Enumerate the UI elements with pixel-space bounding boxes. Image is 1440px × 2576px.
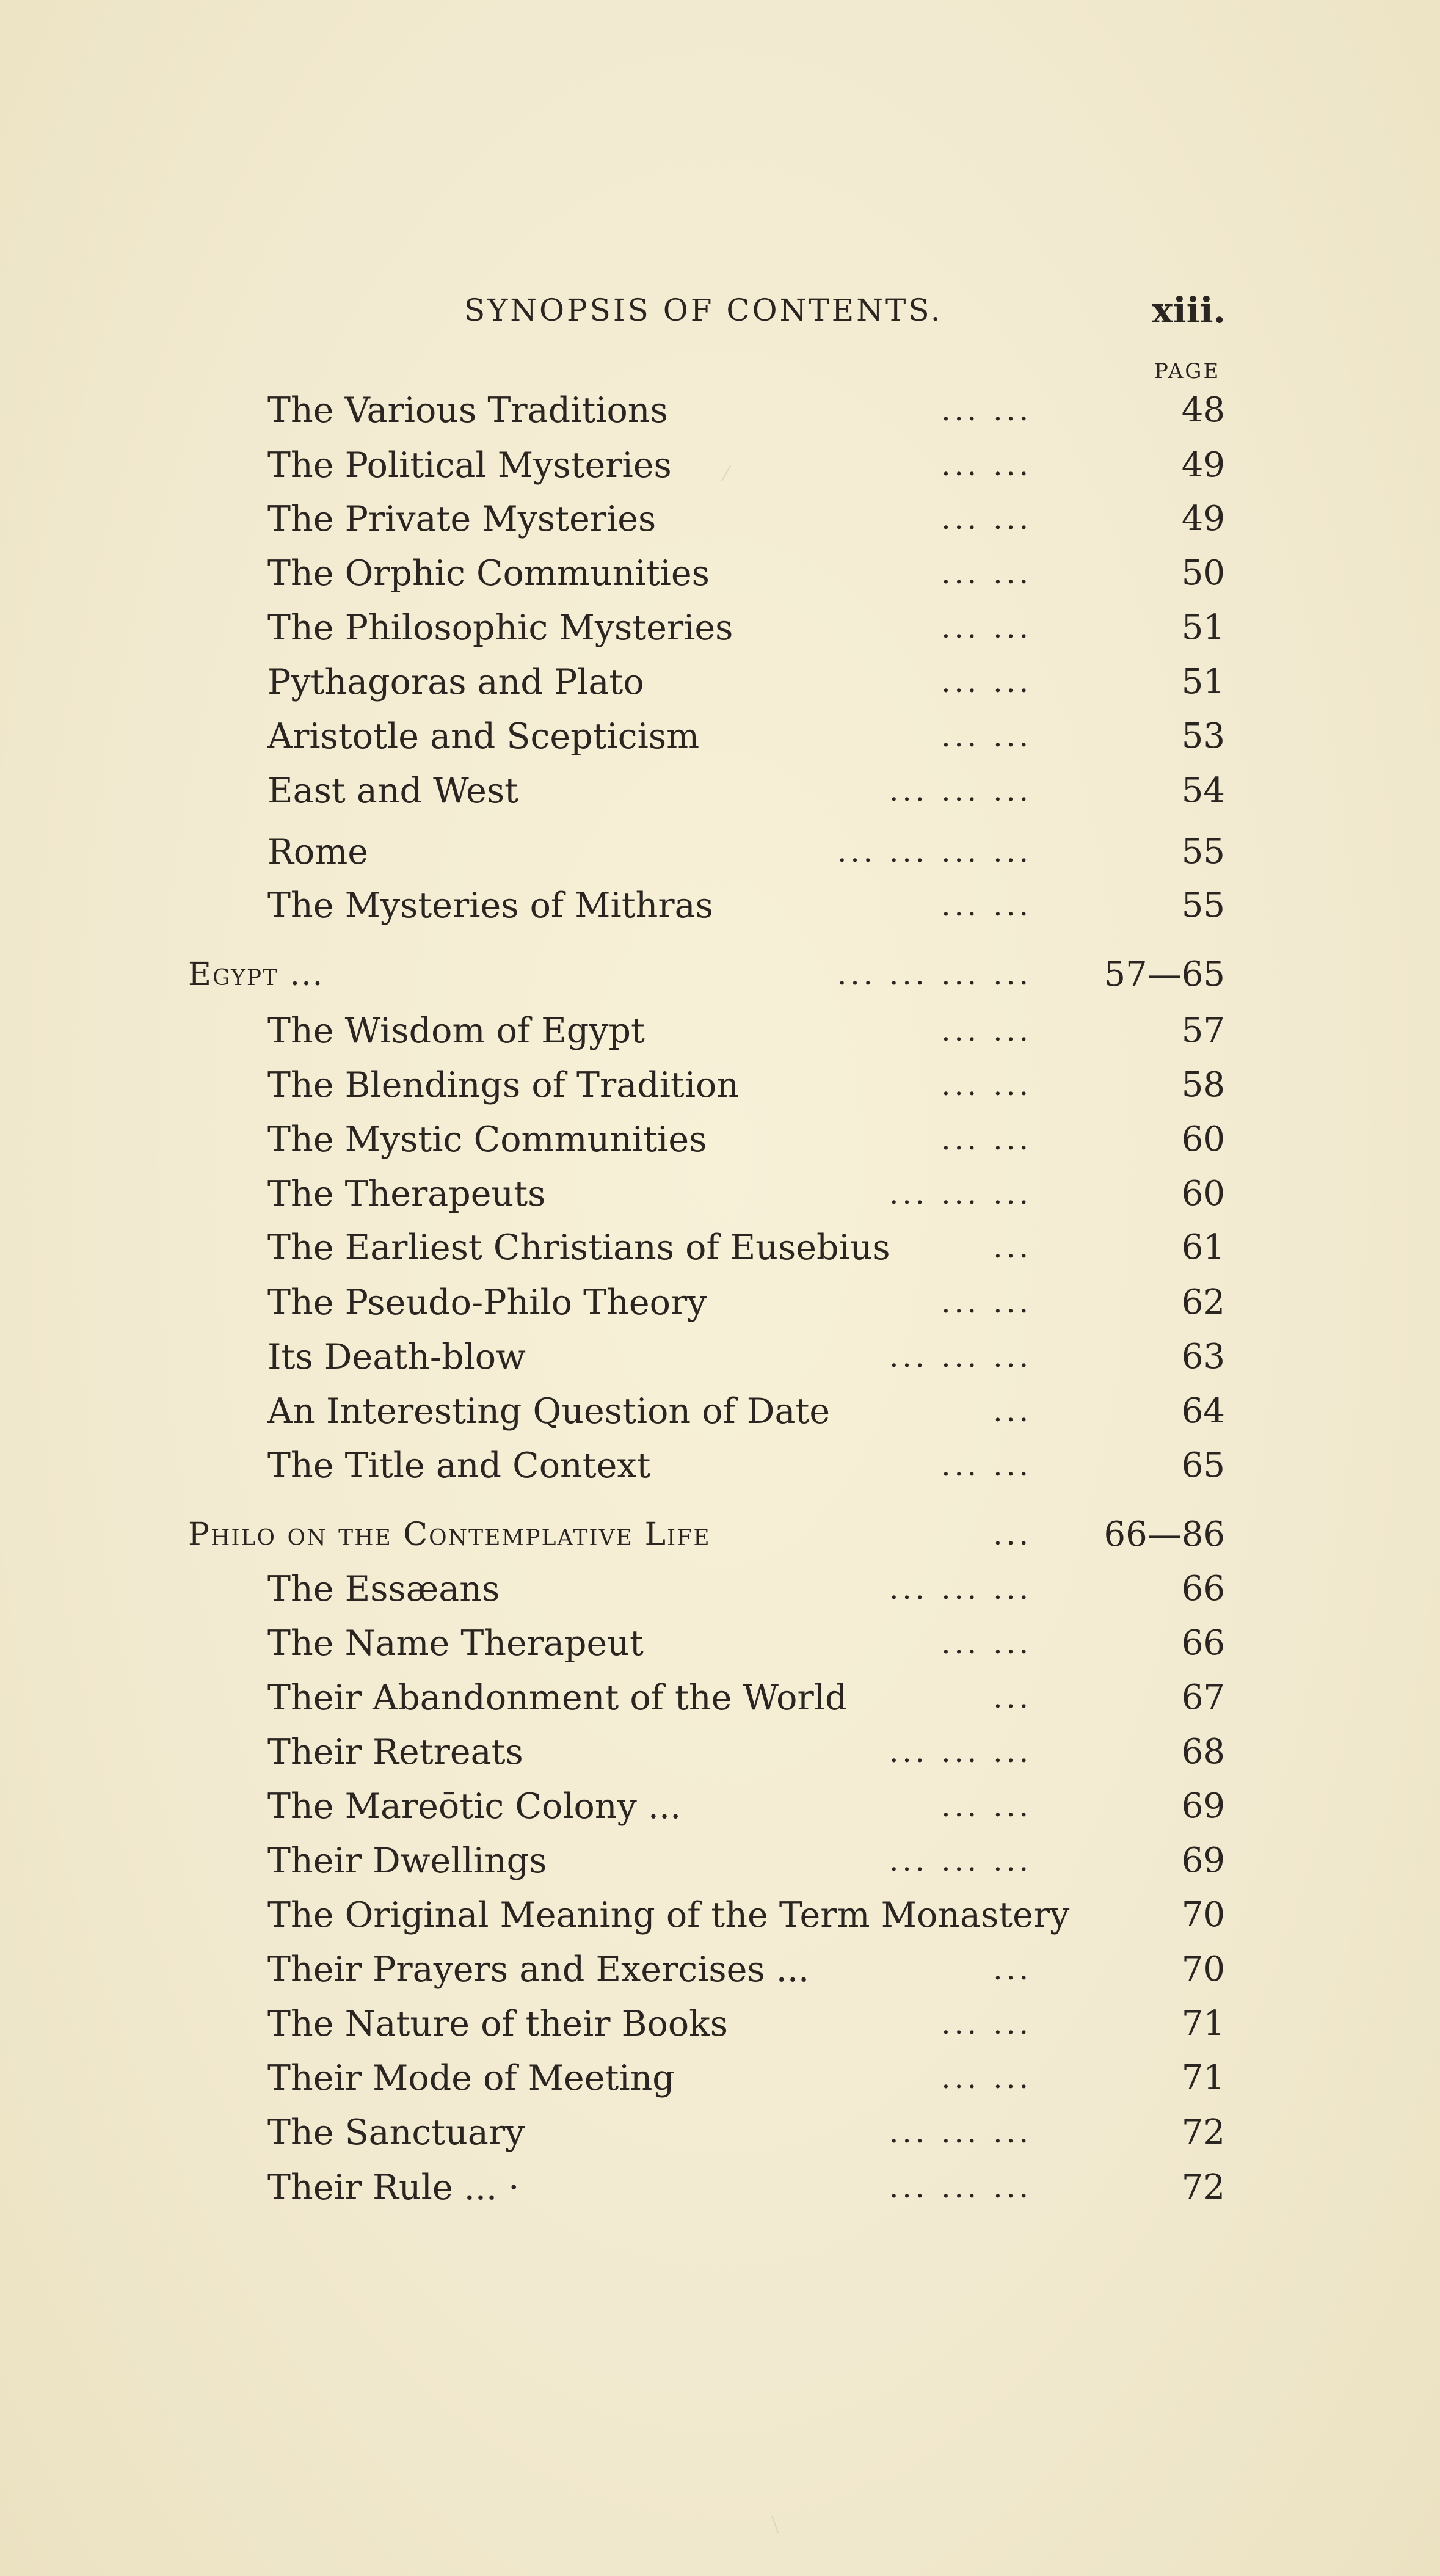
entry-page-number: 55 bbox=[1181, 832, 1225, 871]
leader-dots: ... ... bbox=[941, 1789, 1032, 1824]
entry-page-number: 50 bbox=[1181, 553, 1225, 593]
section-title: Philo on the Contemplative Life bbox=[188, 1516, 711, 1553]
page-column-label: PAGE bbox=[1154, 359, 1221, 384]
entry-title: The Mareōtic Colony ... bbox=[267, 1786, 682, 1827]
toc-entry-row bbox=[0, 1619, 1440, 1668]
entry-page-number: 70 bbox=[1181, 1949, 1225, 1989]
leader-dots: ... ... ... bbox=[889, 1340, 1032, 1374]
entry-page-number: 61 bbox=[1181, 1228, 1225, 1267]
leader-dots: ... ... bbox=[941, 719, 1032, 754]
entry-page-number: 48 bbox=[1181, 390, 1225, 430]
toc-entry-row bbox=[0, 1170, 1440, 1218]
entry-title: Their Mode of Meeting bbox=[267, 2058, 675, 2098]
entry-page-number: 49 bbox=[1181, 499, 1225, 539]
leader-dots: ... bbox=[993, 1518, 1032, 1552]
entry-page-number: 66 bbox=[1181, 1569, 1225, 1609]
toc-entry-row bbox=[0, 441, 1440, 490]
toc-entry-row bbox=[0, 1278, 1440, 1327]
entry-page-number: 57—65 bbox=[1104, 955, 1225, 994]
toc-entry-row bbox=[0, 881, 1440, 930]
entry-page-number: 66—86 bbox=[1104, 1515, 1225, 1554]
entry-title: The Political Mysteries bbox=[267, 445, 672, 486]
entry-page-number: 57 bbox=[1181, 1011, 1225, 1050]
entry-page-number: 72 bbox=[1181, 2112, 1225, 2152]
leader-dots: ... bbox=[993, 1952, 1032, 1987]
toc-entry-row bbox=[0, 495, 1440, 544]
entry-page-number: 49 bbox=[1181, 445, 1225, 485]
toc-entry-row bbox=[0, 1565, 1440, 1614]
entry-page-number: 62 bbox=[1181, 1283, 1225, 1322]
entry-title: The Orphic Communities bbox=[267, 553, 710, 594]
toc-entry-row bbox=[0, 1441, 1440, 1490]
leader-dots: ... ... bbox=[941, 665, 1032, 699]
entry-title: Aristotle and Scepticism bbox=[267, 716, 700, 757]
leader-dots: ... ... ... bbox=[889, 2170, 1032, 2205]
page-header bbox=[0, 286, 1440, 335]
entry-page-number: 58 bbox=[1181, 1065, 1225, 1105]
toc-entry-row bbox=[0, 1115, 1440, 1164]
entry-title: Their Prayers and Exercises ... bbox=[267, 1949, 810, 1990]
entry-title: The Mystic Communities bbox=[267, 1119, 707, 1160]
leader-dots: ... ... bbox=[941, 393, 1032, 428]
entry-title: The Philosophic Mysteries bbox=[267, 608, 733, 648]
toc-entry-row bbox=[0, 1223, 1440, 1272]
entry-page-number: 60 bbox=[1181, 1119, 1225, 1159]
toc-entry-row bbox=[0, 1673, 1440, 1722]
running-title: SYNOPSIS OF CONTENTS. bbox=[464, 293, 943, 328]
entry-title: The Wisdom of Egypt bbox=[267, 1011, 645, 1051]
toc-section-row bbox=[0, 950, 1440, 999]
entry-page-number: 67 bbox=[1181, 1678, 1225, 1717]
leader-dots: ... ... bbox=[941, 1626, 1032, 1661]
toc-entry-row bbox=[0, 1333, 1440, 1381]
entry-title: The Blendings of Tradition bbox=[267, 1065, 740, 1105]
leader-dots: ... ... ... bbox=[889, 1844, 1032, 1878]
entry-page-number: 66 bbox=[1181, 1623, 1225, 1663]
entry-title: The Mysteries of Mithras bbox=[267, 886, 713, 926]
toc-entry-row bbox=[0, 1891, 1440, 1940]
entry-page-number: 54 bbox=[1181, 771, 1225, 810]
toc-entry-row bbox=[0, 712, 1440, 761]
entry-title: The Private Mysteries bbox=[267, 499, 656, 539]
leader-dots: ... ... bbox=[941, 1286, 1032, 1320]
entry-page-number: 51 bbox=[1181, 608, 1225, 647]
entry-page-number: 51 bbox=[1181, 662, 1225, 702]
entry-page-number: 69 bbox=[1181, 1786, 1225, 1826]
toc-entry-row bbox=[0, 2108, 1440, 2157]
leader-dots: ... ... bbox=[941, 1068, 1032, 1102]
entry-title: The Pseudo-Philo Theory bbox=[267, 1283, 707, 1323]
leader-dots: ... ... bbox=[941, 1122, 1032, 1157]
entry-title: The Name Therapeut bbox=[267, 1623, 644, 1664]
toc-entry-row bbox=[0, 658, 1440, 707]
toc-entry-row bbox=[0, 1061, 1440, 1110]
entry-title: The Earliest Christians of Eusebius bbox=[267, 1228, 890, 1268]
leader-dots: ... ... ... bbox=[889, 1177, 1032, 1211]
entry-page-number: 53 bbox=[1181, 716, 1225, 756]
entry-title: Pythagoras and Plato bbox=[267, 662, 644, 702]
toc-entry-row bbox=[0, 1782, 1440, 1831]
entry-page-number: 72 bbox=[1181, 2167, 1225, 2207]
entry-title: The Therapeuts bbox=[267, 1174, 546, 1214]
leader-dots: ... bbox=[993, 1681, 1032, 1715]
toc-entry-row bbox=[0, 603, 1440, 652]
entry-title: Their Rule ... · bbox=[267, 2167, 520, 2208]
toc-entry-row bbox=[0, 386, 1440, 435]
entry-page-number: 64 bbox=[1181, 1391, 1225, 1431]
toc-entry-row bbox=[0, 549, 1440, 598]
leader-dots: ... bbox=[993, 1394, 1032, 1428]
entry-title: Their Dwellings bbox=[267, 1841, 547, 1881]
toc-entry-row bbox=[0, 1945, 1440, 1994]
entry-title: East and West bbox=[267, 771, 518, 811]
leader-dots: ... ... bbox=[941, 611, 1032, 645]
toc-entry-row bbox=[0, 1387, 1440, 1436]
entry-page-number: 68 bbox=[1181, 1732, 1225, 1772]
leader-dots: ... ... bbox=[941, 2007, 1032, 2041]
entry-title: The Nature of their Books bbox=[267, 2004, 728, 2044]
entry-title: Their Retreats bbox=[267, 1732, 523, 1772]
leader-dots: ... ... bbox=[941, 2061, 1032, 2095]
toc-entry-row bbox=[0, 1728, 1440, 1777]
toc-entry-row bbox=[0, 766, 1440, 815]
page-number: xiii. bbox=[1152, 289, 1226, 331]
paper-mark bbox=[771, 2516, 779, 2533]
entry-title: Its Death-blow bbox=[267, 1337, 526, 1377]
entry-page-number: 69 bbox=[1181, 1841, 1225, 1880]
entry-title: The Essæans bbox=[267, 1569, 500, 1609]
entry-title: The Title and Context bbox=[267, 1446, 651, 1486]
leader-dots: ... ... bbox=[941, 502, 1032, 536]
leader-dots: ... ... bbox=[941, 448, 1032, 482]
toc-entry-row bbox=[0, 1006, 1440, 1055]
toc-entry-row bbox=[0, 828, 1440, 876]
leader-dots: ... ... ... ... bbox=[837, 958, 1032, 992]
toc-entry-row bbox=[0, 2054, 1440, 2103]
toc-entry-row bbox=[0, 1999, 1440, 2048]
section-title: Egypt ... bbox=[188, 956, 324, 993]
entry-page-number: 63 bbox=[1181, 1337, 1225, 1377]
leader-dots: ... ... bbox=[941, 556, 1032, 591]
toc-entry-row bbox=[0, 2163, 1440, 2212]
entry-title: Their Abandonment of the World bbox=[267, 1678, 848, 1718]
leader-dots: ... ... ... bbox=[889, 774, 1032, 808]
entry-page-number: 60 bbox=[1181, 1174, 1225, 1213]
leader-dots: ... ... ... bbox=[889, 1572, 1032, 1606]
toc-section-row bbox=[0, 1510, 1440, 1559]
entry-page-number: 55 bbox=[1181, 886, 1225, 925]
entry-title: Rome bbox=[267, 832, 369, 872]
leader-dots: ... ... bbox=[941, 889, 1032, 923]
entry-title: The Various Traditions bbox=[267, 390, 668, 431]
leader-dots: ... ... bbox=[941, 1014, 1032, 1048]
leader-dots: ... ... bbox=[941, 1449, 1032, 1483]
entry-title: An Interesting Question of Date bbox=[267, 1391, 831, 1432]
entry-page-number: 71 bbox=[1181, 2058, 1225, 2098]
leader-dots: ... bbox=[993, 1231, 1032, 1265]
entry-page-number: 70 bbox=[1181, 1895, 1225, 1935]
leader-dots: ... ... ... ... bbox=[837, 835, 1032, 869]
leader-dots: ... ... ... bbox=[889, 2116, 1032, 2150]
entry-page-number: 71 bbox=[1181, 2004, 1225, 2043]
leader-dots: ... ... ... bbox=[889, 1735, 1032, 1769]
entry-page-number: 65 bbox=[1181, 1446, 1225, 1485]
entry-title: The Original Meaning of the Term Monastery bbox=[267, 1895, 1070, 1935]
toc-entry-row bbox=[0, 1836, 1440, 1885]
entry-title: The Sanctuary bbox=[267, 2112, 525, 2153]
